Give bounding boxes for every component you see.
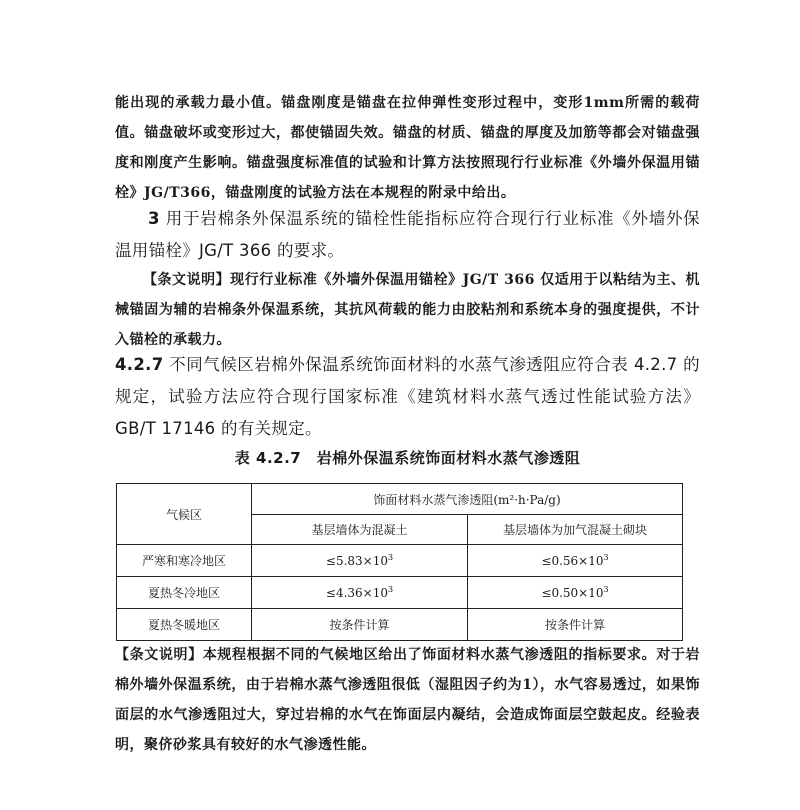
concrete-value-cell: $\le 5.83\times 10^3$ [252, 545, 468, 577]
commentary-note-1 [115, 265, 700, 355]
clause-text: 不同气候区岩棉外保温系统饰面材料的水蒸气渗透阻应符合表 4.2.7 的规定，试验方法应符合现行国家标准《建筑材料水蒸气透过性能试验方法》GB/T 17146 的有关规定。 [115, 355, 700, 438]
table-row [117, 609, 683, 641]
zone-cell: 夏热冬冷地区 [117, 577, 252, 609]
commentary-label: 【条文说明】 [115, 647, 203, 663]
paragraph-anchor-plate: 能出现的承载力最小值。锚盘刚度是锚盘在拉伸弹性变形过程中，变形1mm所需的载荷值。锚盘破坏或变形过大，都使锚固失效。锚盘的材质、锚盘的厚度及加筋等都会对锚盘强度和刚度产生影响。锚盘强度标准值的试验和计算方法按照现行行业标准《外墙外保温用锚栓》JG/T366，锚盘刚度的试验方法在本规程的附录中给出。 [115, 95, 700, 201]
item-3-text: 用于岩棉条外保温系统的锚栓性能指标应符合现行行业标准《外墙外保温用锚栓》JG/T 366 的要求。 [115, 209, 700, 260]
header-vapor-resistance: 饰面材料水蒸气渗透阻(m²·h·Pa/g) [252, 484, 683, 515]
concrete-value-cell: $\le 4.36\times 10^3$ [252, 577, 468, 609]
zone-cell: 夏热冬暖地区 [117, 609, 252, 641]
aerated-value-cell: $\le 0.56\times 10^3$ [468, 545, 683, 577]
table-caption: 表 4.2.7 岩棉外保温系统饰面材料水蒸气渗透阻 [234, 449, 581, 467]
concrete-value-cell: 按条件计算 [252, 609, 468, 641]
aerated-value-cell: $\le 0.50\times 10^3$ [468, 577, 683, 609]
item-3-number: 3 [148, 209, 160, 228]
aerated-value-cell: 按条件计算 [468, 609, 683, 641]
header-aerated-base: 基层墙体为加气混凝土砌块 [468, 515, 683, 545]
clause-4-2-7-paragraph [115, 349, 700, 445]
table-row [117, 545, 683, 577]
zone-cell: 严寒和寒冷地区 [117, 545, 252, 577]
commentary-text: 本规程根据不同的气候地区给出了饰面材料水蒸气渗透阻的指标要求。对于岩棉外墙外保温系统，由于岩棉水蒸气渗透阻很低（湿阻因子约为1），水气容易透过，如果饰面层的水气渗透阻过大，穿过岩棉的水气在饰面层内凝结，会造成饰面层空鼓起皮。经验表明，聚侪砂浆具有较好的水气渗透性能。 [115, 647, 701, 753]
vapor-resistance-table [116, 483, 683, 641]
item-3-paragraph [115, 203, 700, 267]
commentary-text: 现行行业标准《外墙外保温用锚栓》JG/T 366 仅适用于以粘结为主、机械锚固为辅的岩棉条外保温系统，其抗风荷载的能力由胶粘剂和系统本身的强度提供，不计入锚栓的承载力。 [115, 272, 700, 348]
header-climate-zone: 气候区 [117, 484, 252, 545]
table-row [117, 577, 683, 609]
commentary-note-2 [115, 640, 700, 760]
clause-number: 4.2.7 [115, 355, 164, 374]
header-concrete-base: 基层墙体为混凝土 [252, 515, 468, 545]
commentary-label: 【条文说明】 [143, 272, 231, 288]
